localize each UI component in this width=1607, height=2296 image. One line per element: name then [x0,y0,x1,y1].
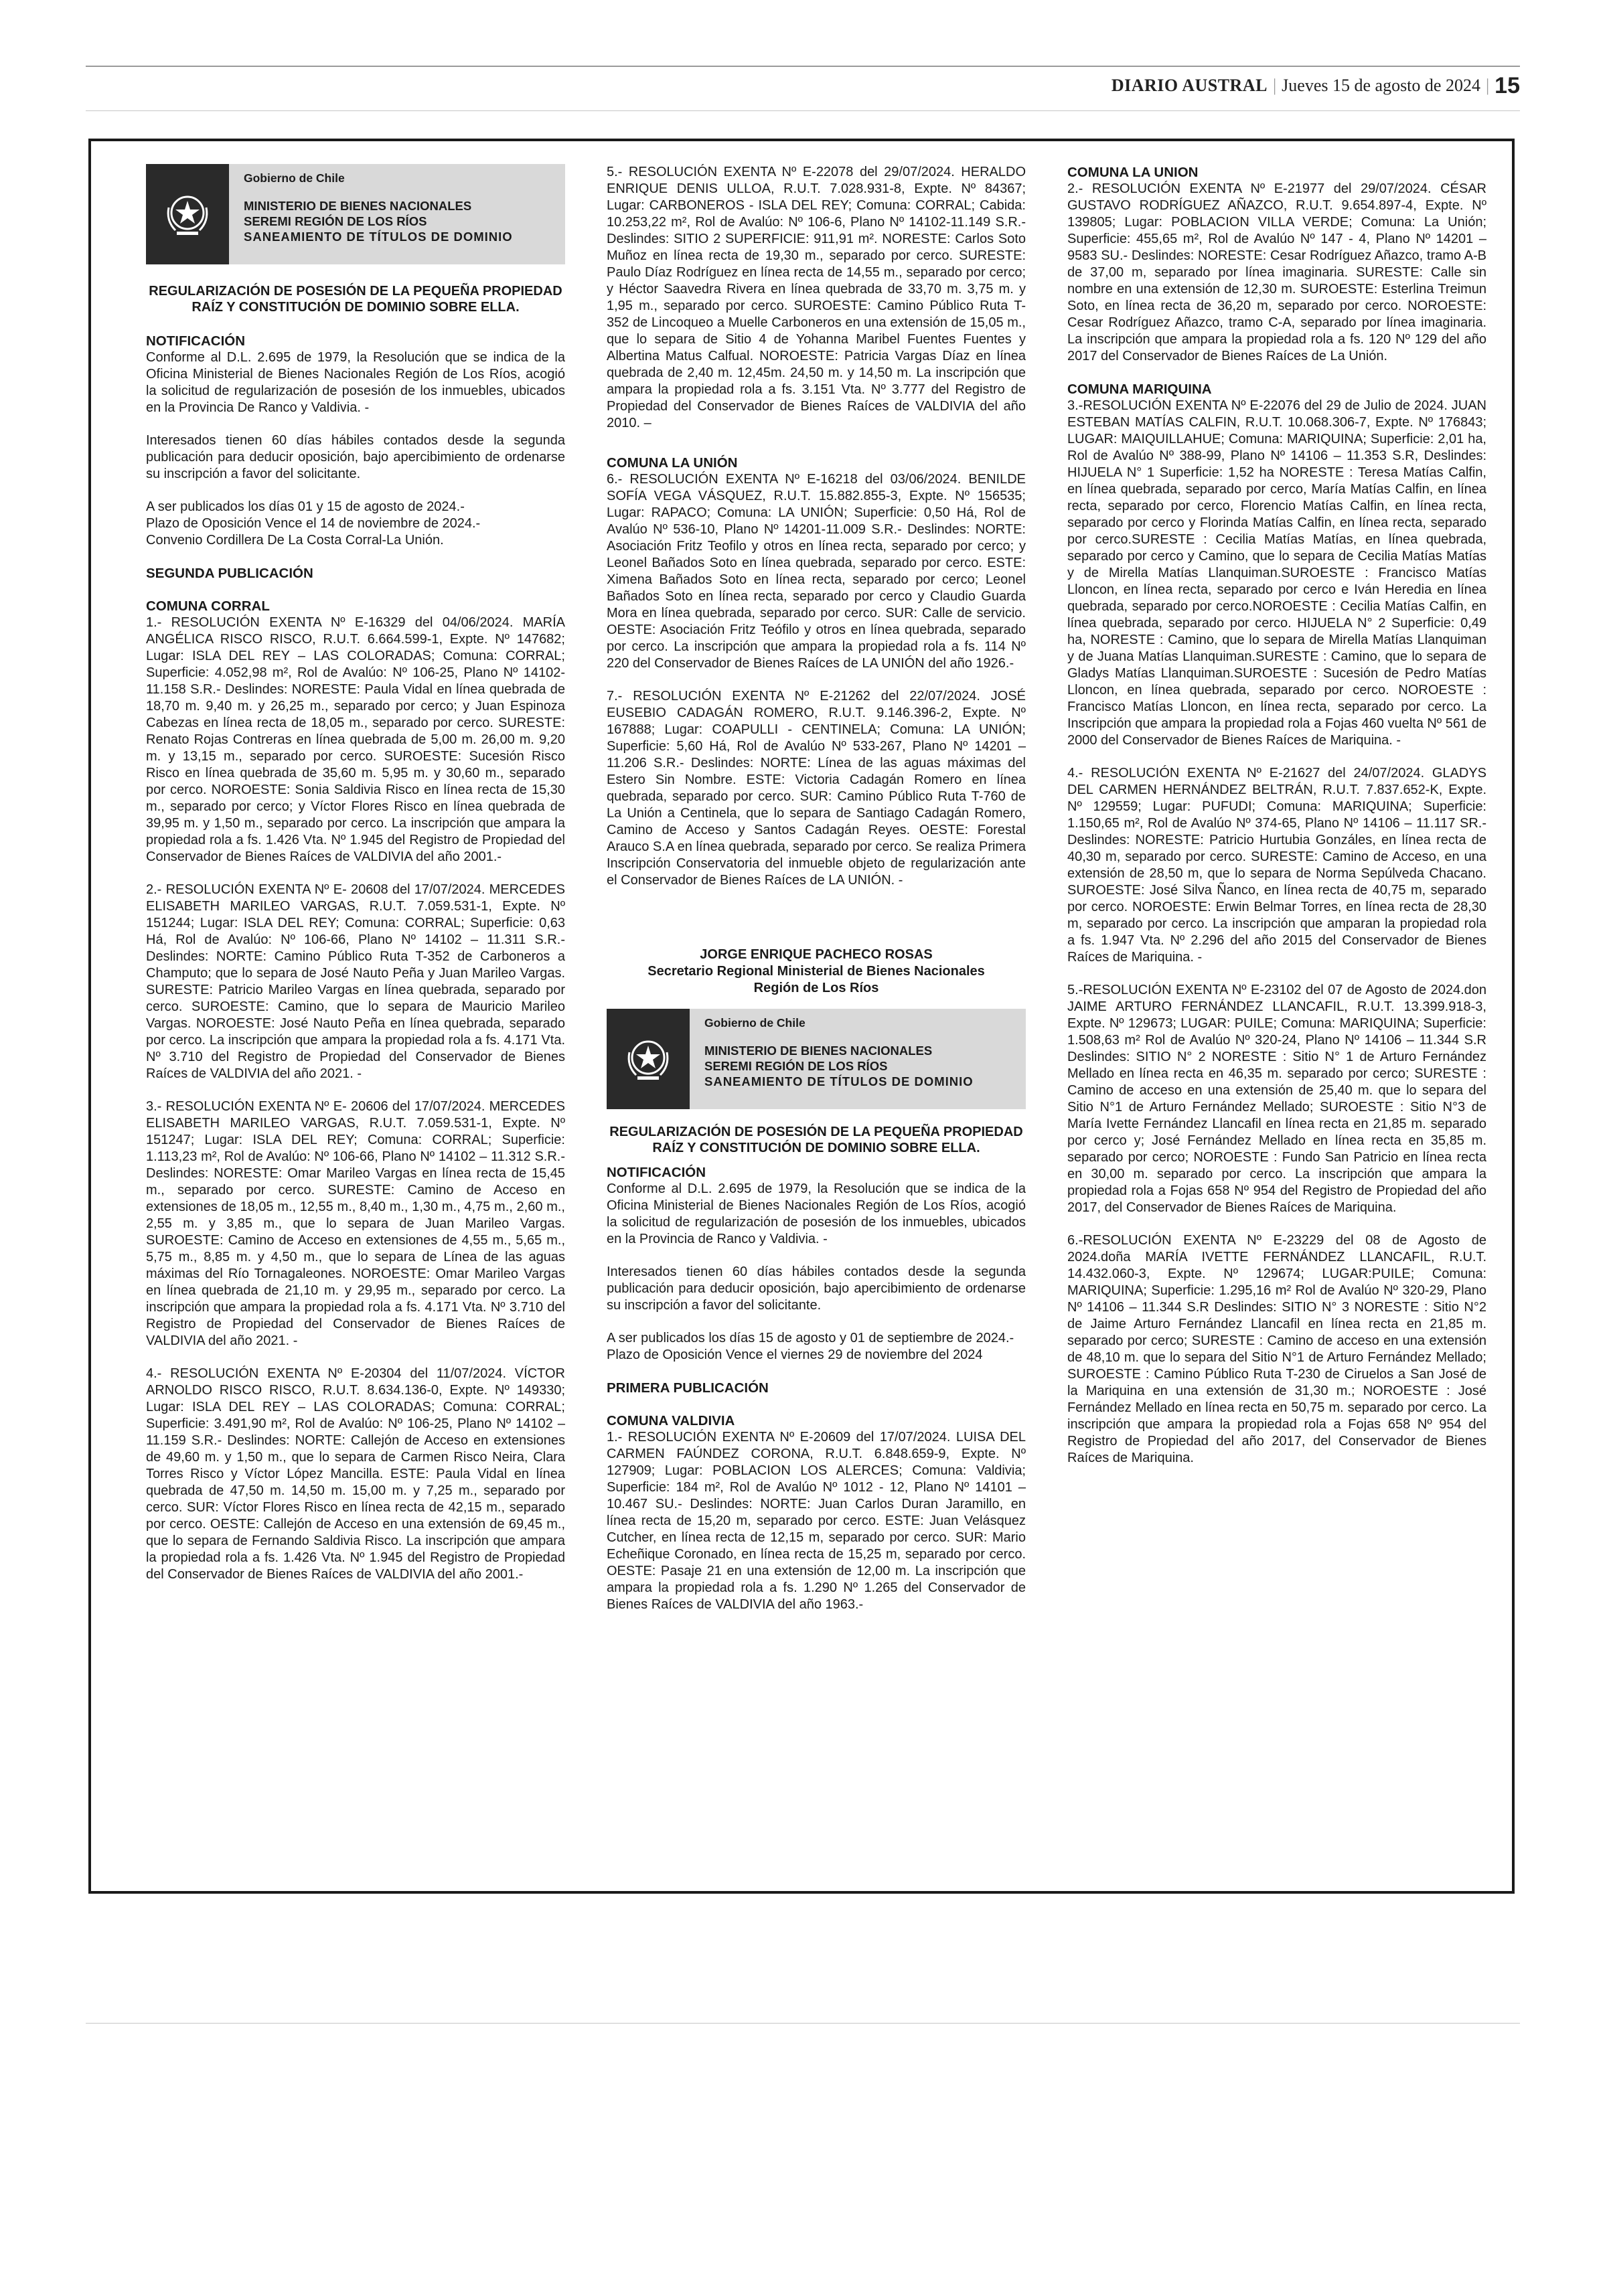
commune-heading: COMUNA MARIQUINA [1067,382,1212,397]
publication-label: PRIMERA PUBLICACIÓN [607,1380,769,1396]
notice-title: REGULARIZACIÓN DE POSESIÓN DE LA PEQUEÑA PROPIEDAD RAÍZ Y CONSTITUCIÓN DE DOMINIO SOBRE ELLA. [149,284,562,315]
publication-label: SEGUNDA PUBLICACIÓN [146,566,313,581]
notification-heading: NOTIFICACIÓN [607,1165,706,1180]
chilean-coat-of-arms-icon [146,164,229,264]
interested-paragraph: Interesados tienen 60 días hábiles contados desde la segunda publicación para deducir oposición, bajo apercibimiento de ordenarse su inscripción a favor del solicitante. [146,433,565,481]
issue-date: Jueves 15 de agosto de 2024 [1282,76,1480,95]
program-name: SANEAMIENTO DE TÍTULOS DE DOMINIO [704,1074,974,1088]
resolution-entry: 3.- RESOLUCIÓN EXENTA Nº E- 20606 del 17/07/2024. MERCEDES ELISABETH MARILEO VARGAS, R.U.T. 7.059.531-1, Expte. Nº 151247; Lugar: ISLA DEL REY; Comuna: CORRAL; Superficie: 1.113,23 m², Rol de Avalúo: Nº 106-66, Plano Nº 14102 – 11.312 S.R.- Deslindes: NORESTE: Omar Marileo Vargas en línea recta de 15,45 m., separado por cerco. SURESTE: Camino de Acceso en extensiones de 18,05 m., 12,55 m., 8,40 m., 1,30 m., 4,75 m., 2,60 m., 2,55 m. y 3,85 m., que lo separa de Juan Marileo Vargas. SUROESTE: Camino de Acceso en extensiones de 4,55 m., 5,65 m., 5,75 m., 8,85 m. y 4,50 m., que lo separa de Línea de las aguas máximas del Río Tornagaleones. NOROESTE: Omar Marileo Vargas en línea quebrada de 21,10 m. y 29,95 m., separado por cerco. La inscripción que ampara la propiedad rola a fs. 4.171 Vta. Nº 3.710 del Registro de Propiedad del Conservador de Bienes Raíces de VALDIVIA del año 2021. - [146,1099,565,1348]
gob-label: Gobierno de Chile [244,171,345,185]
resolution-entry: 1.- RESOLUCIÓN EXENTA Nº E-16329 del 04/06/2024. MARÍA ANGÉLICA RISCO RISCO, R.U.T. 6.664.599-1, Expte. Nº 147682; Lugar: ISLA DEL REY – LAS COLORADAS; Comuna: CORRAL; Superficie: 4.052,98 m², Rol de Avalúo: Nº 106-25, Plano Nº 14102-11.158 S.R.- Deslindes: NORESTE: Paula Vidal en línea quebrada de 18,70 m. 9,40 m. y 26,25 m., separado por cerco; y Juan Espinoza Cabezas en línea recta de 18,05 m., separado por cerco. SURESTE: Renato Rojas Contreras en línea quebrada de 5,00 m. 26,00 m. 9,20 m. y 13,15 m., separado por cerco. SUROESTE: Sucesión Risco Risco en línea quebrada de 35,60 m. 5,95 m. y 30,60 m., separado por cerco. NOROESTE: Sonia Saldivia Risco en línea recta de 15,30 m., separado por cerco; y Víctor Flores Risco en línea quebrada de 39,95 m. y 1,50 m., separado por cerco. La inscripción que ampara la propiedad rola a fs. 1.426 Vta. Nº 1.945 del Registro de Propiedad del Conservador de Bienes Raíces de VALDIVIA del año 2001.- [146,615,565,864]
header-separator: | [1485,76,1490,95]
gob-label: Gobierno de Chile [704,1016,806,1030]
program-name: SANEAMIENTO DE TÍTULOS DE DOMINIO [244,230,513,244]
commune-heading: COMUNA CORRAL [146,598,270,614]
commune-heading: COMUNA LA UNIÓN [607,455,738,471]
bottom-rule [86,2023,1520,2024]
page-header [1112,72,1520,99]
ministry-name: MINISTERIO DE BIENES NACIONALES [244,199,472,213]
resolution-entry: 5.- RESOLUCIÓN EXENTA Nº E-22078 del 29/07/2024. HERALDO ENRIQUE DENIS ULLOA, R.U.T. 7.028.931-8, Expte. Nº 84367; Lugar: CARBONEROS - ISLA DEL REY; Comuna: CORRAL; Cabida: 10.253,22 m², Rol de Avalúo: Nº 106-6, Plano Nº 14102-11.149 S.R.- Deslindes: SITIO 2 SUPERFICIE: 911,91 m². NORESTE: Carlos Soto Muñoz en línea recta de 19,30 m., separado por cerco. SURESTE: Paulo Díaz Rodríguez en línea recta de 14,55 m., separado por cerco; y Héctor Saavedra Rivera en línea quebrada de 33,70 m. 3,75 m. y 1,95 m., separado por cerco. SUROESTE: Camino Público Ruta T-352 de Lincoqueo a Muelle Carboneros en una extensión de 15,05 m., que lo separa de Sitio 4 de Yohanna Maribel Fuentes Fuentes y Albertina Matus Calfual. NOROESTE: Patricia Vargas Díaz en línea quebrada de 2,40 m. 12,45m. 24,50 m. y 14,50 m. La inscripción que ampara la propiedad rola a fs. 3.151 Vta. Nº 3.777 del Registro de Propiedad del Conservador de Bienes Raíces de VALDIVIA del año 2010. – [607,165,1026,430]
newspaper-name: DIARIO AUSTRAL [1111,76,1268,95]
signature-block [607,947,1026,997]
column-1 [146,164,565,1871]
top-rule [86,66,1520,67]
resolution-entry: 2.- RESOLUCIÓN EXENTA Nº E- 20608 del 17/07/2024. MERCEDES ELISABETH MARILEO VARGAS, R.U.T. 7.059.531-1, Expte. Nº 151244; Lugar: ISLA DEL REY; Comuna: CORRAL; Superficie: 0,63 Há, Rol de Avalúo: Nº 106-66, Plano Nº 14102 – 11.311 S.R.- Deslindes: NORTE: Camino Público Ruta T-352 de Carboneros a Champuto; que lo separa de José Nauto Peña y Juan Marileo Vargas. SURESTE: Patricio Marileo Vargas en línea quebrada, separado por cerco. SUROESTE: Camino, que lo separa de Mauricio Marileo Vargas. NOROESTE: José Nauto Peña en línea quebrada, separado por cerco. La inscripción que ampara la propiedad rola a fs. 4.171 Vta. Nº 3.710 del Registro de Propiedad del Conservador de Bienes Raíces de VALDIVIA del año 2021. - [146,882,565,1081]
resolution-entry: 6.- RESOLUCIÓN EXENTA Nº E-16218 del 03/06/2024. BENILDE SOFÍA VEGA VÁSQUEZ, R.U.T. 15.882.855-3, Expte. Nº 156535; Lugar: RAPACO; Comuna: LA UNIÓN; Superficie: 0,50 Há, Rol de Avalúo Nº 536-10, Plano Nº 14201-11.009 S.R.- Deslindes: NORTE: Asociación Fritz Teofilo y otros en línea recta, separado por cerco; y Leonel Bañados Soto en línea quebrada, separado por cerco. ESTE: Ximena Bañados Soto en línea recta, separado por cerco; Leonel Bañados Soto en línea recta, separado por cerco y Claudio Guarda Mora en línea quebrada, separado por cerco. SUR: Calle de servicio. OESTE: Asociación Fritz Teófilo y otros en línea quebrada, separado por cerco. La inscripción que ampara la propiedad rola a fs. 114 Nº 220 del Conservador de Bienes Raíces de LA UNIÓN del año 1926.- [607,472,1026,671]
resolution-entry: 7.- RESOLUCIÓN EXENTA Nº E-21262 del 22/07/2024. JOSÉ EUSEBIO CADAGÁN ROMERO, R.U.T. 9.146.396-2, Expte. Nº 167888; Lugar: COAPULLI - CENTINELA; Comuna: LA UNIÓN; Superficie: 5,60 Há, Rol de Avalúo Nº 533-267, Plano Nº 14201 – 11.206 S.R.- Deslindes: NORTE: Línea de las aguas máximas del Estero Sin Nombre. ESTE: Victoria Cadagán Romero en línea quebrada, separado por cerco. SUR: Camino Público Ruta T-760 de La Unión a Centinela, que lo separa de Santiago Cadagán Romero, Camino de Acceso y Santos Cadagán Reyes. OESTE: Forestal Arauco S.A en línea quebrada, separado por cerco. Se realiza Primera Inscripción Conservatoria del inmueble objeto de regularización ante el Conservador de Bienes Raíces de LA UNIÓN. - [607,689,1026,888]
notice-title: REGULARIZACIÓN DE POSESIÓN DE LA PEQUEÑA PROPIEDAD RAÍZ Y CONSTITUCIÓN DE DOMINIO SOBRE ELLA. [609,1125,1023,1155]
column-2 [607,164,1026,1871]
commune-heading: COMUNA LA UNION [1067,165,1199,180]
chilean-coat-of-arms-icon [607,1009,690,1109]
interested-paragraph: Interesados tienen 60 días hábiles contados desde la segunda publicación para deducir oposición, bajo apercibimiento de ordenarse su inscripción a favor del solicitante. [607,1264,1026,1313]
notification-heading: NOTIFICACIÓN [146,333,246,349]
resolution-entry: 4.- RESOLUCIÓN EXENTA Nº E-20304 del 11/07/2024. VÍCTOR ARNOLDO RISCO RISCO, R.U.T. 8.634.136-0, Expte. Nº 149330; Lugar: ISLA DEL REY – LAS COLORADAS; Comuna: CORRAL; Superficie: 3.491,90 m², Rol de Avalúo: Nº 106-25, Plano Nº 14102 – 11.159 S.R.- Deslindes: NORTE: Callejón de Acceso en extensiones de 49,60 m. y 1,50 m., que lo separa de Carmen Risco Neira, Clara Torres Risco y Víctor López Mancilla. ESTE: Paula Vidal en línea quebrada de 47,50 m. 14,50 m. 15,00 m. y 7,25 m., separado por cerco. SUR: Víctor Flores Risco en línea recta de 42,15 m., separado por cerco. OESTE: Callejón de Acceso en una extensión de 69,45 m., que lo separa de Fernando Saldivia Risco. La inscripción que ampara la propiedad rola a fs. 1.426 Vta. Nº 1.945 del Registro de Propiedad del Conservador de Bienes Raíces de VALDIVIA del año 2001.- [146,1366,565,1582]
commune-heading: COMUNA VALDIVIA [607,1413,735,1428]
header-rule [86,110,1520,111]
publication-dates: A ser publicados los días 15 de agosto y 01 de septiembre de 2024.- [607,1331,1014,1345]
signatory-name: JORGE ENRIQUE PACHECO ROSAS [700,947,933,962]
ministry-banner [607,1009,1026,1109]
publication-dates: A ser publicados los días 01 y 15 de agosto de 2024.- [146,499,465,514]
opposition-deadline: Plazo de Oposición Vence el viernes 29 de noviembre del 2024 [607,1347,983,1362]
seremi-name: SEREMI REGIÓN DE LOS RÍOS [704,1059,888,1073]
resolution-entry: 4.- RESOLUCIÓN EXENTA Nº E-21627 del 24/07/2024. GLADYS DEL CARMEN HERNÁNDEZ BELTRÁN, R.U.T. 7.837.652-K, Expte. Nº 129559; Lugar: PUFUDI; Comuna: MARIQUINA; Superficie: 1.150,65 m², Rol de Avalúo Nº 374-65, Plano Nº 14106 – 11.117 SR.- Deslindes: NORESTE: Patricio Hurtubia Gonzáles, en línea recta de 40,30 m, separado por cerco. SURESTE: Camino de Acceso, en una extensión de 28,50 m, que lo separa de Norma Sepúlveda Chacano. SUROESTE: José Silva Ñanco, en línea recta de 40,75 m, separado por cerco. NOROESTE: Erwin Belmar Torres, en línea recta de 28,30 m, separado por cerco. La inscripción que amparan la propiedad rola a fs. 1.947 Vta. Nº 2.296 del año 2015 del Conservador de Bienes Raíces de Mariquina. - [1067,766,1486,965]
ministry-name: MINISTERIO DE BIENES NACIONALES [704,1044,933,1058]
page-number: 15 [1495,72,1520,98]
notification-intro: Conforme al D.L. 2.695 de 1979, la Resolución que se indica de la Oficina Ministerial de Bienes Nacionales Región de Los Ríos, acogió la solicitud de regularización de posesión de los inmuebles, ubicados en la Provincia de Ranco y Valdivia. - [607,1181,1026,1246]
ministry-banner [146,164,565,264]
seremi-name: SEREMI REGIÓN DE LOS RÍOS [244,214,427,228]
resolution-entry: 2.- RESOLUCIÓN EXENTA Nº E-21977 del 29/07/2024. CÉSAR GUSTAVO RODRÍGUEZ AÑAZCO, R.U.T. 9.654.897-4, Expte. Nº 139805; Lugar: POBLACION VILLA VERDE; Comuna: La Unión; Superficie: 455,65 m², Rol de Avalúo Nº 147 - 4, Plano Nº 14201 – 9583 SU.- Deslindes: NORESTE: Cesar Rodríguez Añazco, tramo A-B de 37,00 m, separado por línea imaginaria. SURESTE: Calle sin nombre en una extensión de 12,30 m. SUROESTE: Esterlina Treimun Soto, en línea recta de 36,20 m, separado por cerco. NOROESTE: Cesar Rodríguez Añazco, tramo C-A, separado por línea imaginaria. La inscripción que ampara la propiedad rola a fs. 120 Nº 129 del año 2017 del Conservador de Bienes Raíces de La Unión. [1067,181,1486,363]
resolution-entry: 3.-RESOLUCIÓN EXENTA Nº E-22076 del 29 de Julio de 2024. JUAN ESTEBAN MATÍAS CALFIN, R.U.T. 10.068.306-7, Expte. Nº 176843; LUGAR: MAIQUILLAHUE; Comuna: MARIQUINA; Superficie: 2,01 ha, Rol de Avalúo Nº 388-99, Plano Nº 14106 – 11.353 S.R, Deslindes: HIJUELA N° 1 Superficie: 1,52 ha NORESTE : Teresa Matías Calfin, en línea quebrada, separado por cerco, María Matías Calfin, en línea recta, separado por cerco, Florencio Matías Calfin, en línea recta, separado por cerco y Florinda Matías Calfin, en línea recta, separado por cerco.SURESTE : Cecilia Matías Matías, en línea quebrada, separado por cerco y Camino, que lo separa de Cecilia Matías Matías y de Mirella Matías Llanquiman.SUROESTE : Francisco Matías Lloncon, en línea recta, separado por cerco e Iván Heredia en línea quebrada, separado por cerco.NOROESTE : Cecilia Matías Calfin, en línea quebrada, separado por cerco. HIJUELA N° 2 Superficie: 0,49 ha, NORESTE : Camino, que lo separa de Mirella Matías Llanquiman y de Juana Matías Llanquiman.SURESTE : Camino, que lo separa de Gladys Matías Llanquiman.SUROESTE : Sucesión de Pedro Matías Lloncon, en línea quebrada, separado por cerco. NOROESTE : Francisco Matías Lloncon, en línea recta, separado por cerco. La Inscripción que ampara la propiedad rola a Fojas 460 vuelta Nº 561 de 2000 del Conservador de Bienes Raíces de Mariquina. - [1067,398,1486,748]
header-separator: | [1272,76,1277,95]
signatory-region: Región de Los Ríos [753,981,879,995]
signatory-role: Secretario Regional Ministerial de Bienes Nacionales [647,964,985,979]
legal-notice-frame [88,139,1515,1894]
opposition-deadline: Plazo de Oposición Vence el 14 de noviembre de 2024.- [146,516,481,531]
resolution-entry: 1.- RESOLUCIÓN EXENTA Nº E-20609 del 17/07/2024. LUISA DEL CARMEN FAÚNDEZ CORONA, R.U.T. 6.848.659-9, Expte. Nº 127909; Lugar: POBLACION LOS ALERCES; Comuna: Valdivia; Superficie: 184 m², Rol de Avalúo Nº 1012 - 12, Plano Nº 14101 – 10.467 SU.- Deslindes: NORTE: Juan Carlos Duran Jaramillo, en línea recta de 15,20 m, separado por cerco. ESTE: Juan Velásquez Cutcher, en línea recta de 12,15 m, separado por cerco. SUR: Mario Echeñique Coronado, en línea recta de 15,25 m, separado por cerco. OESTE: Pasaje 21 en una extensión de 12,00 m. La inscripción que ampara la propiedad rola a fs. 1.290 Nº 1.265 del Conservador de Bienes Raíces de VALDIVIA del año 1963.- [607,1430,1026,1612]
resolution-entry: 6.-RESOLUCIÓN EXENTA Nº E-23229 del 08 de Agosto de 2024.doña MARÍA IVETTE FERNÁNDEZ LLANCAFIL, R.U.T. 14.432.060-3, Expte. Nº 129674; LUGAR:PUILE; Comuna: MARIQUINA; Superficie: 1.295,16 m² Rol de Avalúo Nº 320-29, Plano Nº 14106 – 11.344 S.R Deslindes: SITIO N° 3 NORESTE : Sitio N°2 de Jaime Arturo Fernández Llancafil en línea recta en 21,85 m. separado por cerco; SURESTE : Camino de acceso en una extensión de 48,10 m. que lo separa del Sitio N°1 de Arturo Fernández Mellado; SUROESTE : Camino Público Ruta T-230 de Ciruelos a San José de la Mariquina en una extensión de 31,30 m.; NOROESTE : José Fernández Mellado en línea recta en 50,75 m. separado por cerco. La inscripción que ampara la propiedad rola a Fojas 658 Nº 954 del Registro de Propiedad del año 2017, del Conservador de Bienes Raíces de Mariquina. [1067,1233,1486,1465]
resolution-entry: 5.-RESOLUCIÓN EXENTA Nº E-23102 del 07 de Agosto de 2024.don JAIME ARTURO FERNÁNDEZ LLANCAFIL, R.U.T. 13.399.918-3, Expte. Nº 129673; LUGAR: PUILE; Comuna: MARIQUINA; Superficie: 1.508,63 m² Rol de Avalúo Nº 320-24, Plano Nº 14106 – 11.344 S.R Deslindes: SITIO N° 2 NORESTE : Sitio N° 1 de Arturo Fernández Mellado en línea recta en 46,35 m. separado por cerco; SURESTE : Camino de acceso en una extensión de 25,40 m. que lo separa del Sitio N°1 de Arturo Fernández Mellado; SUROESTE : Sitio N°3 de María Ivette Fernández Llancafil en línea recta en 21,85 m. separado por cerco y; José Fernández Mellado en línea recta en 35,85 m. separado por cerco; NOROESTE : Fundo San Patricio en línea recta en 30,00 m. separado por cerco. La inscripción que ampara la propiedad rola a Fojas 658 Nº 954 del Registro de Propiedad del año 2017, del Conservador de Bienes Raíces de Mariquina. [1067,983,1486,1215]
agreement-text: Convenio Cordillera De La Costa Corral-La Unión. [146,533,444,548]
column-3 [1067,164,1486,1871]
notification-intro: Conforme al D.L. 2.695 de 1979, la Resolución que se indica de la Oficina Ministerial de Bienes Nacionales Región de Los Ríos, acogió la solicitud de regularización de posesión de los inmuebles, ubicados en la Provincia De Ranco y Valdivia. - [146,350,565,415]
